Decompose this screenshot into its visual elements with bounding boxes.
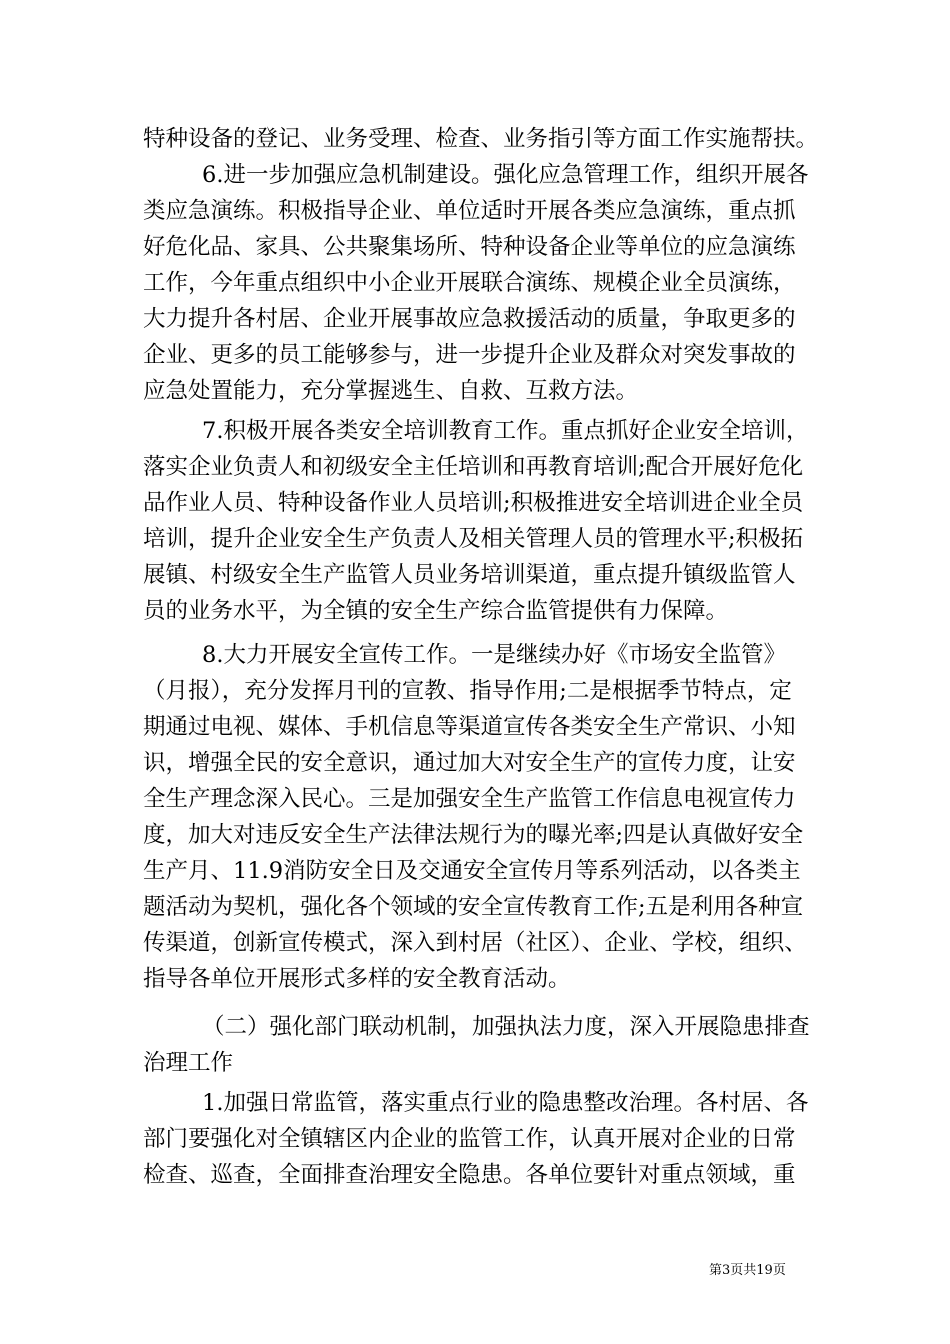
- text-line-2: 6.进一步加强应急机制建设。强化应急管理工作，组织开展各: [202, 162, 809, 188]
- text-line-14: 员的业务水平，为全镇的安全生产综合监管提供有力保障。: [143, 598, 729, 624]
- text-line-23: 传渠道，创新宣传模式，深入到村居（社区）、企业、学校，组织、: [143, 930, 807, 956]
- text-line-15: 8.大力开展安全宣传工作。一是继续办好《市场安全监管》: [202, 642, 786, 668]
- text-line-28: 部门要强化对全镇辖区内企业的监管工作，认真开展对企业的日常: [143, 1126, 796, 1152]
- text-line-12: 培训，提升企业安全生产负责人及相关管理人员的管理水平;积极拓: [143, 526, 804, 552]
- text-line-11: 品作业人员、特种设备作业人员培训;积极推进安全培训进企业全员: [143, 490, 804, 516]
- text-line-17: 期通过电视、媒体、手机信息等渠道宣传各类安全生产常识、小知: [143, 714, 796, 740]
- text-line-19: 全生产理念深入民心。三是加强安全生产监管工作信息电视宣传力: [143, 786, 796, 812]
- text-line-27: 1.加强日常监管，落实重点行业的隐患整改治理。各村居、各: [202, 1090, 809, 1116]
- text-line-29: 检查、巡查，全面排查治理安全隐患。各单位要针对重点领域，重: [143, 1162, 796, 1188]
- text-line-4: 好危化品、家具、公共聚集场所、特种设备企业等单位的应急演练: [143, 234, 796, 260]
- text-line-5: 工作，今年重点组织中小企业开展联合演练、规模企业全员演练，: [143, 270, 796, 296]
- text-line-7: 企业、更多的员工能够参与，进一步提升企业及群众对突发事故的: [143, 342, 796, 368]
- text-line-16: （月报），充分发挥月刊的宣教、指导作用;二是根据季节特点，定: [143, 678, 792, 704]
- text-line-18: 识，增强全民的安全意识，通过加大对安全生产的宣传力度，让安: [143, 750, 796, 776]
- text-line-6: 大力提升各村居、企业开展事故应急救援活动的质量，争取更多的: [143, 306, 796, 332]
- text-line-8: 应急处置能力，充分掌握逃生、自救、互救方法。: [143, 378, 639, 404]
- text-line-10: 落实企业负责人和初级安全主任培训和再教育培训;配合开展好危化: [143, 454, 804, 480]
- text-line-22: 题活动为契机，强化各个领域的安全宣传教育工作;五是利用各种宣: [143, 894, 804, 920]
- page-number: 第3页共19页: [709, 1263, 786, 1278]
- text-line-1: 特种设备的登记、业务受理、检查、业务指引等方面工作实施帮扶。: [143, 126, 819, 152]
- section-heading-line-1: （二）强化部门联动机制，加强执法力度，深入开展隐患排查: [202, 1014, 810, 1040]
- text-line-9: 7.积极开展各类安全培训教育工作。重点抓好企业安全培训，: [202, 418, 809, 444]
- text-line-20: 度，加大对违反安全生产法律法规行为的曝光率;四是认真做好安全: [143, 822, 804, 848]
- section-heading-line-2: 治理工作: [143, 1050, 234, 1076]
- text-line-21: 生产月、11.9消防安全日及交通安全宣传月等系列活动，以各类主: [143, 858, 801, 884]
- text-line-13: 展镇、村级安全生产监管人员业务培训渠道，重点提升镇级监管人: [143, 562, 796, 588]
- text-line-3: 类应急演练。积极指导企业、单位适时开展各类应急演练，重点抓: [143, 198, 796, 224]
- text-line-24: 指导各单位开展形式多样的安全教育活动。: [143, 966, 571, 992]
